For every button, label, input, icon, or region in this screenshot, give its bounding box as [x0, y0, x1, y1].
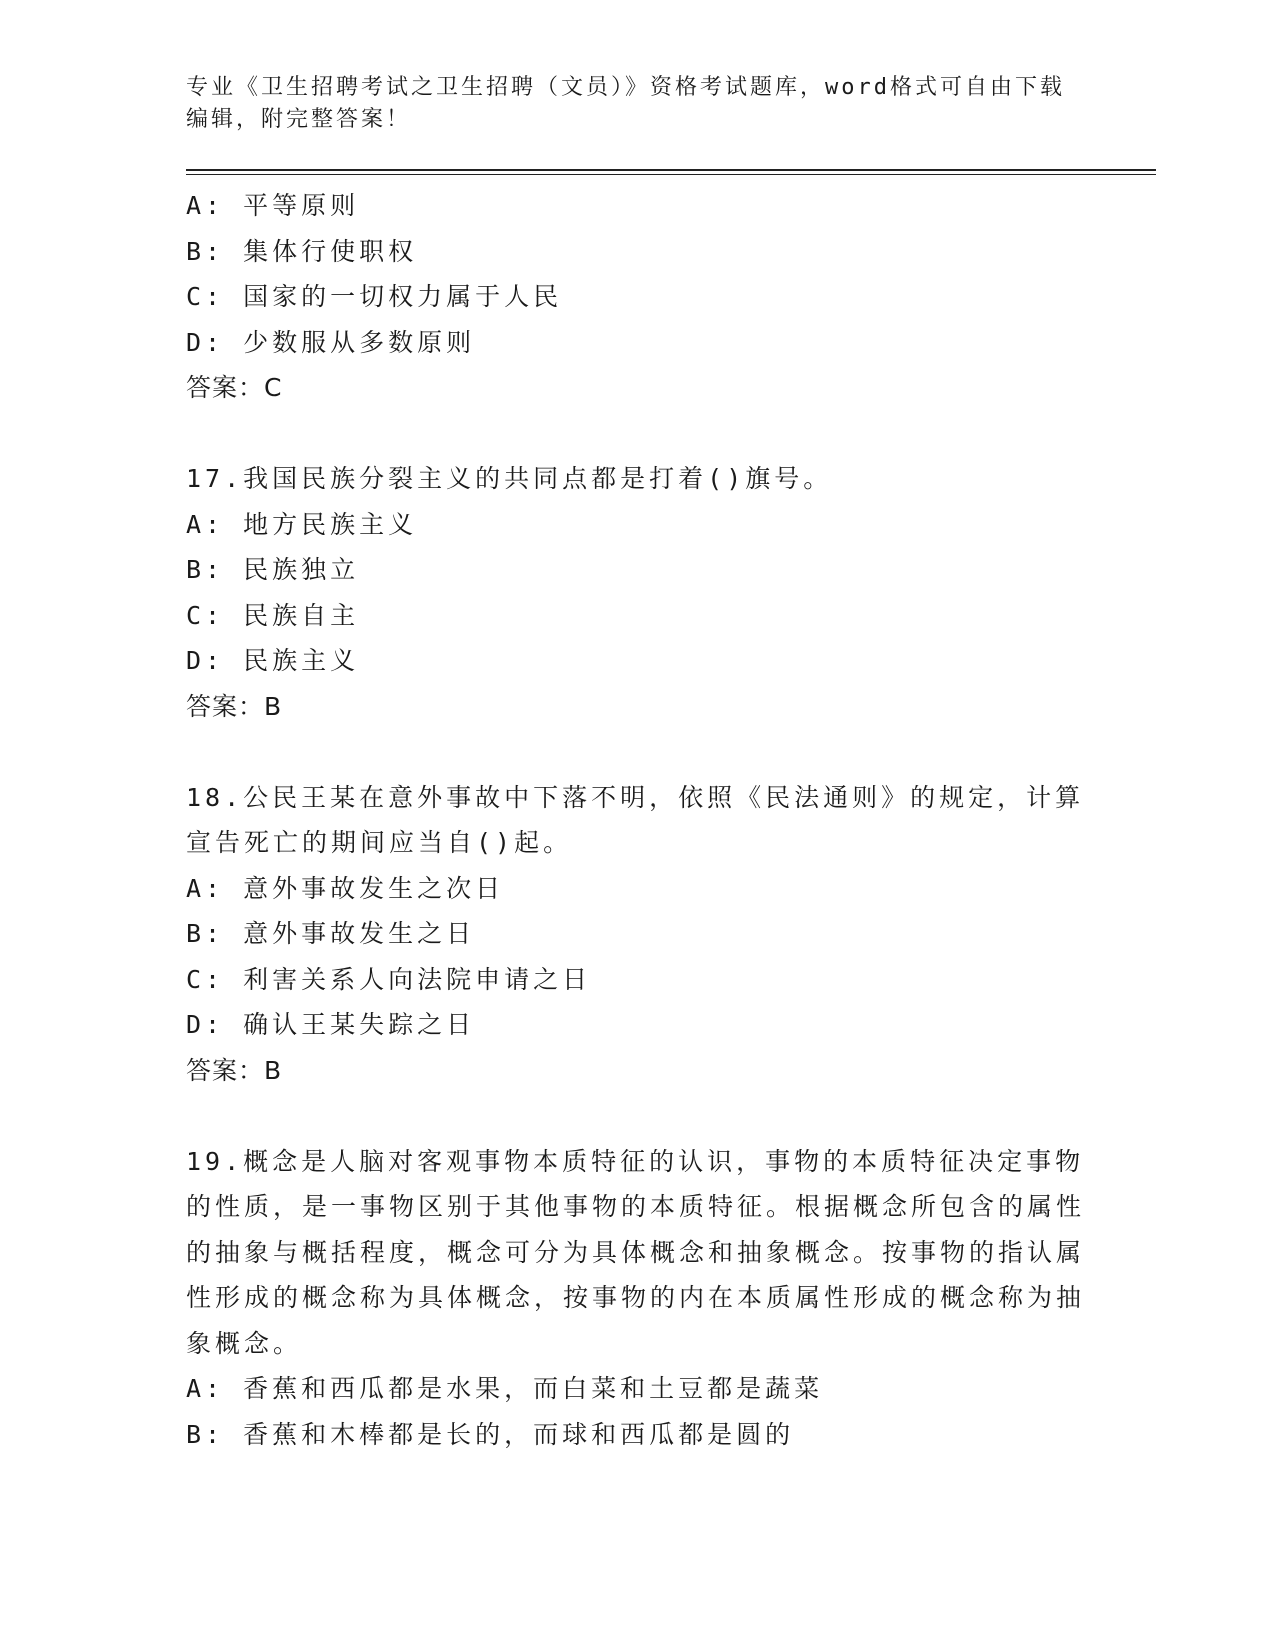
option-c: C: 国家的一切权力属于人民: [186, 282, 563, 311]
option-b: B: 集体行使职权: [186, 236, 418, 266]
question-stem: 18.公民王某在意外事故中下落不明，依照《民法通则》的规定，计算宣告死亡的期间应当自()起。: [186, 782, 1085, 857]
option-d: D: 确认王某失踪之日: [186, 1010, 476, 1039]
spacer: [186, 729, 1156, 775]
option-a: A: 平等原则: [186, 191, 360, 220]
option-a: A: 香蕉和西瓜都是水果，而白菜和土豆都是蔬菜: [186, 1374, 824, 1403]
spacer: [186, 1093, 1156, 1139]
option-c: C: 利害关系人向法院申请之日: [186, 964, 592, 994]
option-b: B: 意外事故发生之日: [186, 919, 476, 948]
question-18: [186, 775, 1156, 1094]
option-b: B: 香蕉和木棒都是长的，而球和西瓜都是圆的: [186, 1419, 795, 1449]
question-17: [186, 456, 1156, 729]
question-16: [186, 183, 1156, 411]
document-page: [186, 72, 1156, 1457]
question-stem: 19.概念是人脑对客观事物本质特征的认识，事物的本质特征决定事物的性质，是一事物区别于其他事物的本质特征。根据概念所包含的属性的抽象与概括程度，概念可分为具体概念和抽象概念。按事物的指认属性形成的概念称为具体概念，按事物的内在本质属性形成的概念称为抽象概念。: [186, 1146, 1086, 1358]
question-stem: 17.我国民族分裂主义的共同点都是打着()旗号。: [186, 464, 833, 493]
question-19: [186, 1139, 1156, 1458]
answer: 答案：B: [186, 691, 283, 721]
option-a: A: 地方民族主义: [186, 509, 418, 539]
option-c: C: 民族自主: [186, 600, 360, 630]
answer: 答案：C: [186, 373, 283, 402]
document-header: 专业《卫生招聘考试之卫生招聘（文员）》资格考试题库，word格式可自由下载编辑，附完整答案！: [186, 75, 1065, 132]
header-divider: [186, 169, 1156, 175]
question-list: [186, 183, 1156, 1457]
option-b: B: 民族独立: [186, 555, 360, 584]
answer: 答案：B: [186, 1055, 283, 1085]
option-d: D: 少数服从多数原则: [186, 327, 476, 357]
option-d: D: 民族主义: [186, 646, 360, 675]
spacer: [186, 411, 1156, 457]
option-a: A: 意外事故发生之次日: [186, 873, 505, 903]
